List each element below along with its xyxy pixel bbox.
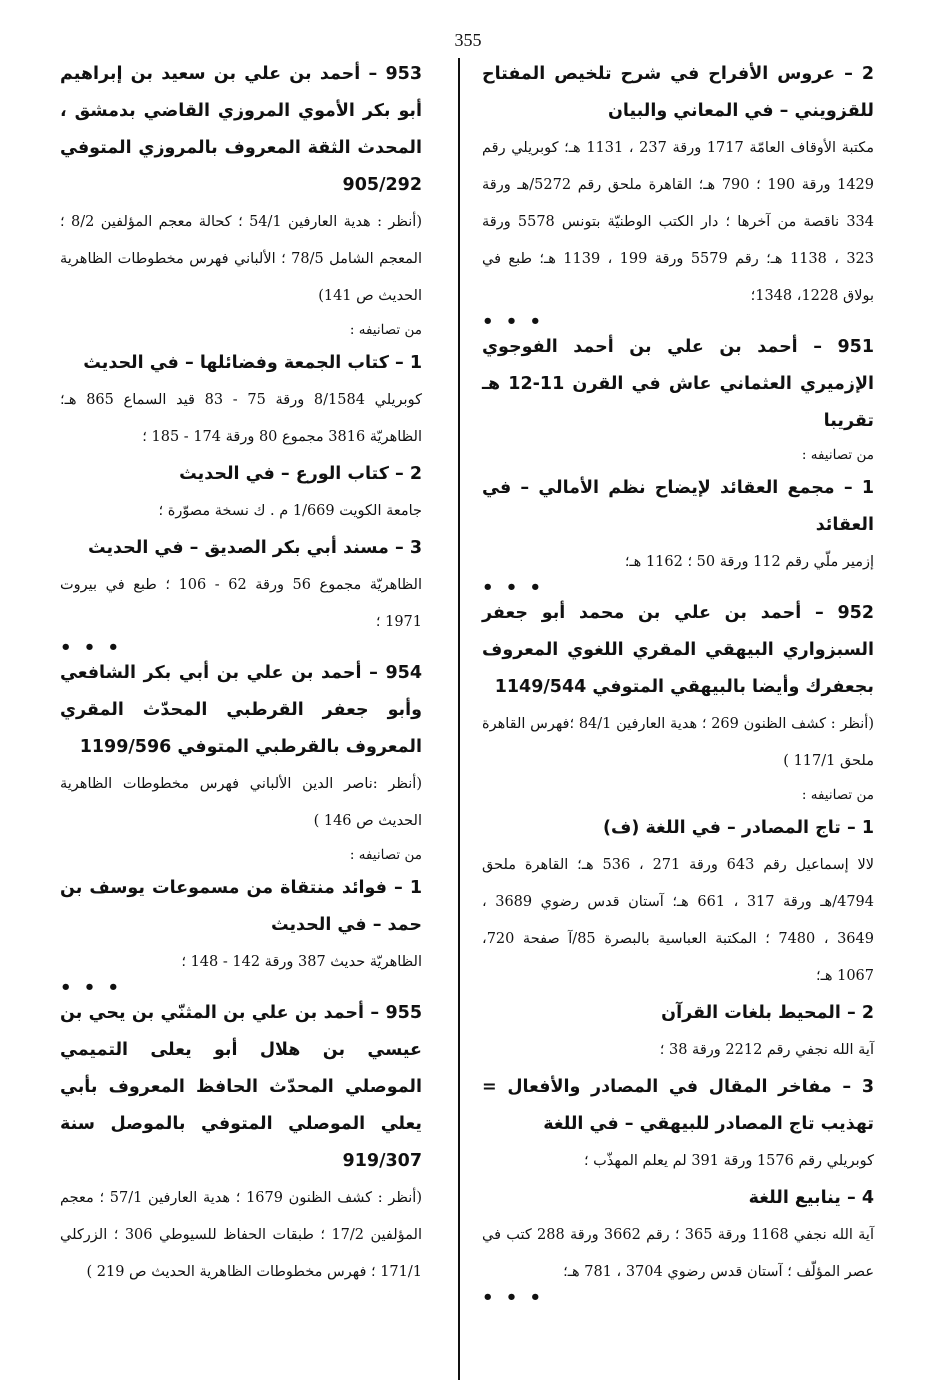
right-column-heading-5: 1 – مجمع العقائد لإيضاح نظم الأمالي – في العقائد (482, 478, 874, 535)
right-column-heading-13: 2 – المحيط بلغات القرآن (661, 1003, 874, 1023)
left-column-text-11: (أنظر :ناصر الدين الألباني فهرس مخطوطات الظاهرية الحديث ص 146 ) (60, 776, 422, 829)
left-column-heading-10: 954 – أحمد بن علي بن أبي بكر الشافعي وأبو جعفر القرطبي المحدّث المقري المعروف بالقرطبي المتوفي 1199/596 (60, 663, 422, 757)
right-column-heading-8: 952 – أحمد بن علي بن محمد أبو جعفر السبزواري البيهقي المقري اللغوي المعروف بجعفرك وأيضا بالبيهقي المتوفي 1149/544 (482, 603, 874, 697)
right-column-dots-2: • • • (482, 311, 545, 332)
left-column-label-2: من تصانيفه : (349, 322, 422, 338)
left-column-dots-9: • • • (60, 637, 123, 658)
left-column-text-6: جامعة الكويت 1/669 م . ك نسخة مصوّرة ؛ (158, 503, 422, 519)
left-column-heading-0: 953 – أحمد بن علي بن سعيد بن إبراهيم أبو بكر الأموي المروزي القاضي بدمشق ، المحدث الثقة المعروف بالمروزي المتوفي 905/292 (60, 64, 422, 195)
left-column-text-4: كوبريلي 8/1584 ورقة 75 - 83 قيد السماع 865 هـ؛ الظاهريّة 3816 مجموع 80 ورقة 174 - 185 ؛ (60, 392, 422, 445)
right-column-heading-11: 1 – تاج المصادر – في اللغة (ف) (603, 818, 874, 838)
right-column-heading-15: 3 – مفاخر المقال في المصادر والأفعال = تهذيب تاج المصادر للبيهقي – في اللغة (482, 1077, 874, 1134)
left-column-label-12: من تصانيفه : (349, 847, 422, 863)
column-divider (458, 58, 460, 1380)
left-column-heading-5: 2 – كتاب الورع – في الحديث (179, 464, 422, 484)
right-column-text-9: (أنظر : كشف الظنون 269 ؛ هدية العارفين 84/1 ؛فهرس القاهرة ملحق 117/1 ) (482, 716, 874, 769)
left-column-heading-3: 1 – كتاب الجمعة وفضائلها – في الحديث (83, 353, 422, 373)
left-column-text-1: (أنظر : هدية العارفين 54/1 ؛ كحالة معجم المؤلفين 8/2 ؛ المعجم الشامل 78/5 ؛ الألباني فهرس مخطوطات الظاهرية الحديث ص 141) (60, 214, 422, 304)
right-column-text-16: كوبريلي رقم 1576 ورقة 391 لم يعلم المهذّب ؛ (583, 1153, 874, 1169)
right-column-text-18: آية الله نجفي 1168 ورقة 365 ؛ رقم 3662 ورقة 288 كتب في عصر المؤلّف ؛ آستان قدس رضوي 3704 ، 781 هـ؛ (482, 1227, 874, 1280)
right-column-text-1: مكتبة الأوقاف العامّة 1717 ورقة 237 ، 1131 هـ؛ كوبريلي رقم 1429 ورقة 190 ؛ 790 هـ؛ القاهرة ملحق رقم 5272/هـ ورقة 334 ناقصة من آخرها ؛ دار الكتب الوطنيّة بتونس 5578 ورقة 323 ، 1138 هـ؛ رقم 5579 ورقة 199 ، 1139 هـ؛ طبع في بولاق 1228، 1348؛ (482, 140, 875, 304)
left-column-heading-7: 3 – مسند أبي بكر الصديق – في الحديث (87, 538, 422, 558)
right-column-heading-17: 4 – ينابيع اللغة (748, 1188, 874, 1208)
left-column-heading-13: 1 – فوائد منتقاة من مسموعات يوسف بن حمد – في الحديث (60, 878, 422, 935)
right-column-dots-19: • • • (482, 1287, 545, 1308)
right-column-heading-0: 2 – عروس الأفراح في شرح تلخيص المفتاح للقزويني – في المعاني والبيان (482, 64, 874, 121)
left-column-text-8: الظاهريّة مجموع 56 ورقة 62 - 106 ؛ طبع في بيروت 1971 ؛ (60, 577, 422, 630)
page-number: 355 (454, 30, 482, 50)
right-column-label-4: من تصانيفه : (801, 447, 874, 463)
left-column (60, 56, 422, 1291)
left-column-dots-15: • • • (60, 977, 123, 998)
right-column-heading-3: 951 – أحمد بن علي بن أحمد الفوجوي الإزميري العثماني عاش في القرن 11-12 هـ تقريبا (482, 337, 874, 431)
right-column-text-12: لالا إسماعيل رقم 643 ورقة 271 ، 536 هـ؛ القاهرة ملحق 4794/هـ ورقة 317 ، 661 هـ؛ آستان قدس رضوي 3689 ، 3649 ، 7480 ؛ المكتبة العباسية بالبصرة 85/آ صفحة 720، 1067 هـ؛ (482, 857, 875, 984)
right-column-dots-7: • • • (482, 577, 545, 598)
left-column-text-17: (أنظر : كشف الظنون 1679 ؛ هدية العارفين 57/1 ؛ معجم المؤلفين 17/2 ؛ طبقات الحفاظ للسيوطي 306 ؛ الزركلي 171/1 ؛ فهرس مخطوطات الظاهرية الحديث ص 219 ) (60, 1190, 422, 1280)
left-column-text-14: الظاهريّة حديث 387 ورقة 142 - 148 ؛ (181, 954, 422, 970)
right-column-label-10: من تصانيفه : (801, 787, 874, 803)
right-column-text-6: إزمير ملّي رقم 112 ورقة 50 ؛ 1162 هـ؛ (624, 554, 874, 570)
right-column-text-14: آية الله نجفي رقم 2212 ورقة 38 ؛ (659, 1042, 874, 1058)
left-column-heading-16: 955 – أحمد بن علي بن المثنّي بن يحي بن عيسي بن هلال أبو يعلى التميمي الموصلي المحدّث الحافظ المعروف بأبي يعلي الموصلي المتوفي بالموصل سنة 919/307 (60, 1003, 422, 1171)
right-column (482, 56, 875, 1308)
